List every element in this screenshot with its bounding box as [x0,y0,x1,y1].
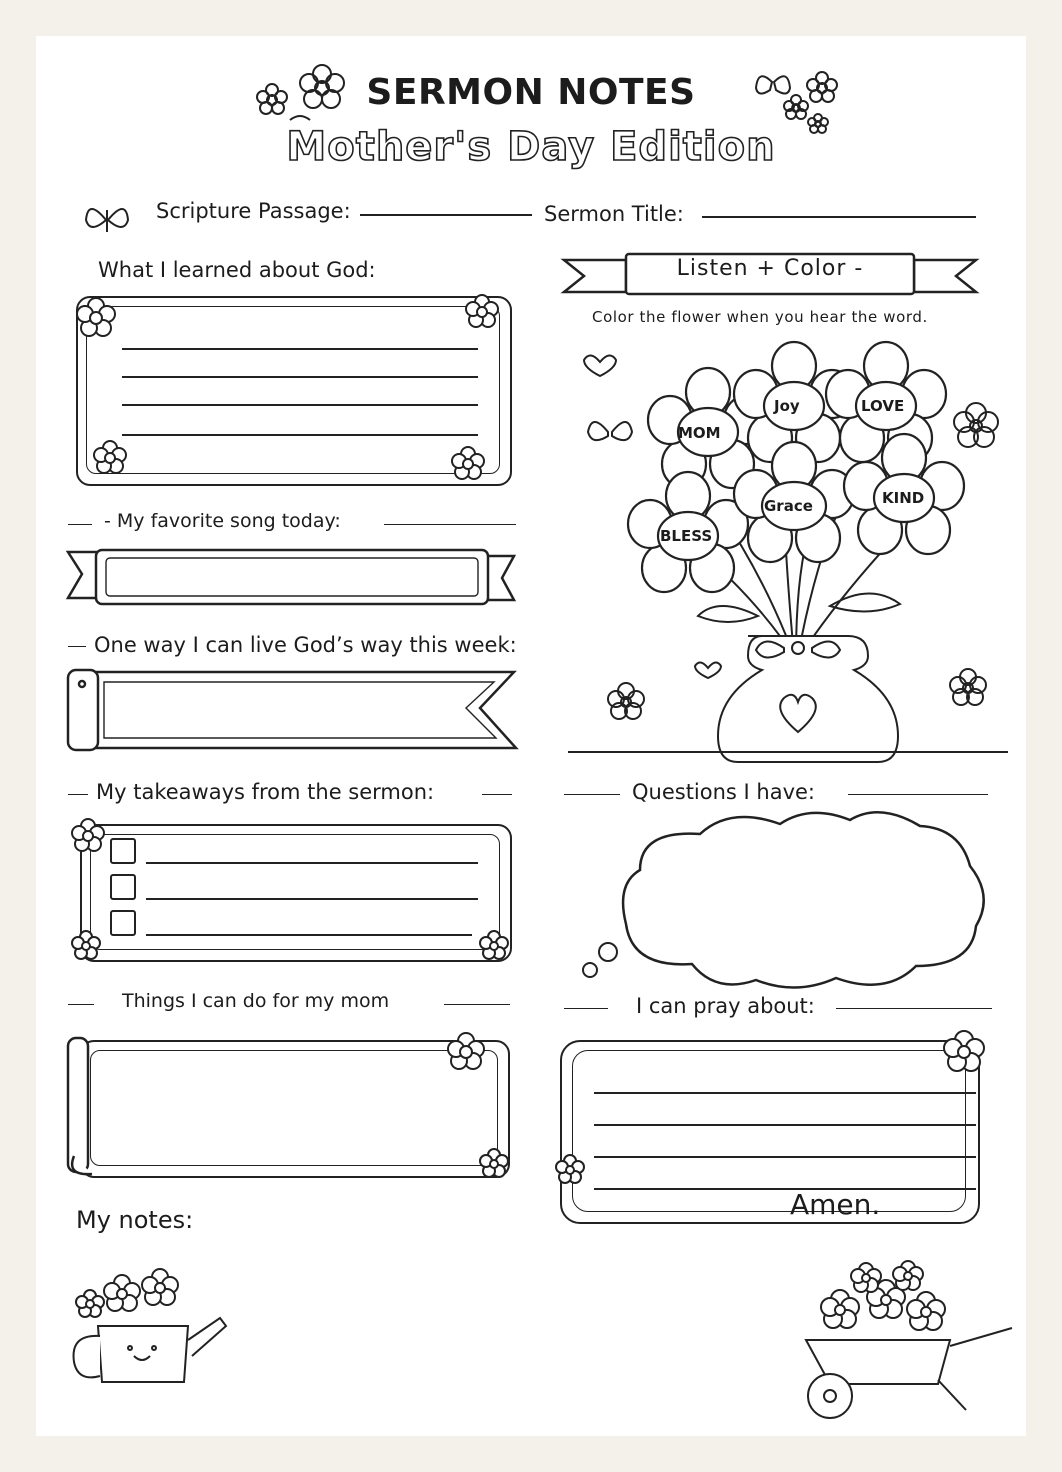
flower-icon [436,1024,506,1084]
pray-line[interactable] [594,1188,976,1190]
flower-word-kind[interactable]: KIND [882,489,925,507]
wheelbarrow-icon [790,1260,1018,1424]
learned-line[interactable] [122,404,478,406]
song-label: - My favorite song today: [104,510,341,532]
takeaway-checkbox[interactable] [110,874,136,900]
divider [68,794,88,795]
divider [836,1008,992,1009]
scroll-curl [64,1036,104,1186]
butterfly-icon [82,198,132,242]
divider [564,794,620,795]
learned-box-inner [86,306,500,474]
flower-icon [546,1146,596,1226]
color-instruction: Color the flower when you hear the word. [592,308,928,326]
takeaway-line[interactable] [146,898,478,900]
pray-label: I can pray about: [636,994,815,1018]
live-banner[interactable] [64,664,524,754]
divider [564,1008,608,1009]
flower-word-grace[interactable]: Grace [764,497,813,515]
song-ribbon[interactable] [66,546,516,608]
flower-icon [440,440,510,490]
divider [384,524,516,525]
flower-icon [250,60,360,130]
learned-line[interactable] [122,376,478,378]
takeaway-line[interactable] [146,862,478,864]
takeaways-label: My takeaways from the sermon: [96,780,435,804]
divider [482,794,512,795]
divider [68,524,92,525]
scripture-input[interactable] [360,214,532,216]
page-subtitle: Mother's Day Edition [286,124,776,170]
learned-line[interactable] [122,434,478,436]
flower-icon [68,290,128,350]
flower-word-mom[interactable]: MOM [678,424,721,442]
watering-can-icon [60,1256,230,1392]
bubble-dots [576,940,626,984]
pray-line[interactable] [594,1156,976,1158]
pray-line[interactable] [594,1124,976,1126]
learned-line[interactable] [122,348,478,350]
amen-text: Amen. [790,1188,881,1221]
mom-label: Things I can do for my mom [122,990,390,1012]
sermon-title-label: Sermon Title: [544,202,684,226]
flower-icon [62,812,122,872]
scripture-label: Scripture Passage: [156,199,351,223]
notes-label: My notes: [76,1206,194,1234]
takeaways-box-inner [90,834,500,950]
divider [848,794,988,795]
takeaway-line[interactable] [146,934,472,936]
listen-banner-label: Listen + Color - [676,256,864,281]
divider [68,1004,94,1005]
live-label: One way I can live God’s way this week: [94,633,517,657]
flower-word-bless[interactable]: BLESS [660,527,713,545]
flower-icon [932,1024,1002,1084]
questions-label: Questions I have: [632,780,816,804]
flower-icon [62,924,122,974]
pray-line[interactable] [594,1092,976,1094]
divider [444,1004,510,1005]
page-title: SERMON NOTES [366,72,696,113]
flower-icon [470,924,530,974]
flower-icon [68,428,148,488]
flower-icon [466,1140,526,1190]
butterfly-icon [752,62,842,142]
learned-label: What I learned about God: [98,258,376,282]
flower-icon [458,288,518,348]
sermon-title-input[interactable] [702,216,976,218]
divider [68,646,86,647]
flower-word-love[interactable]: LOVE [861,397,905,415]
flower-word-joy[interactable]: Joy [774,397,800,415]
questions-cloud[interactable] [600,810,1002,992]
